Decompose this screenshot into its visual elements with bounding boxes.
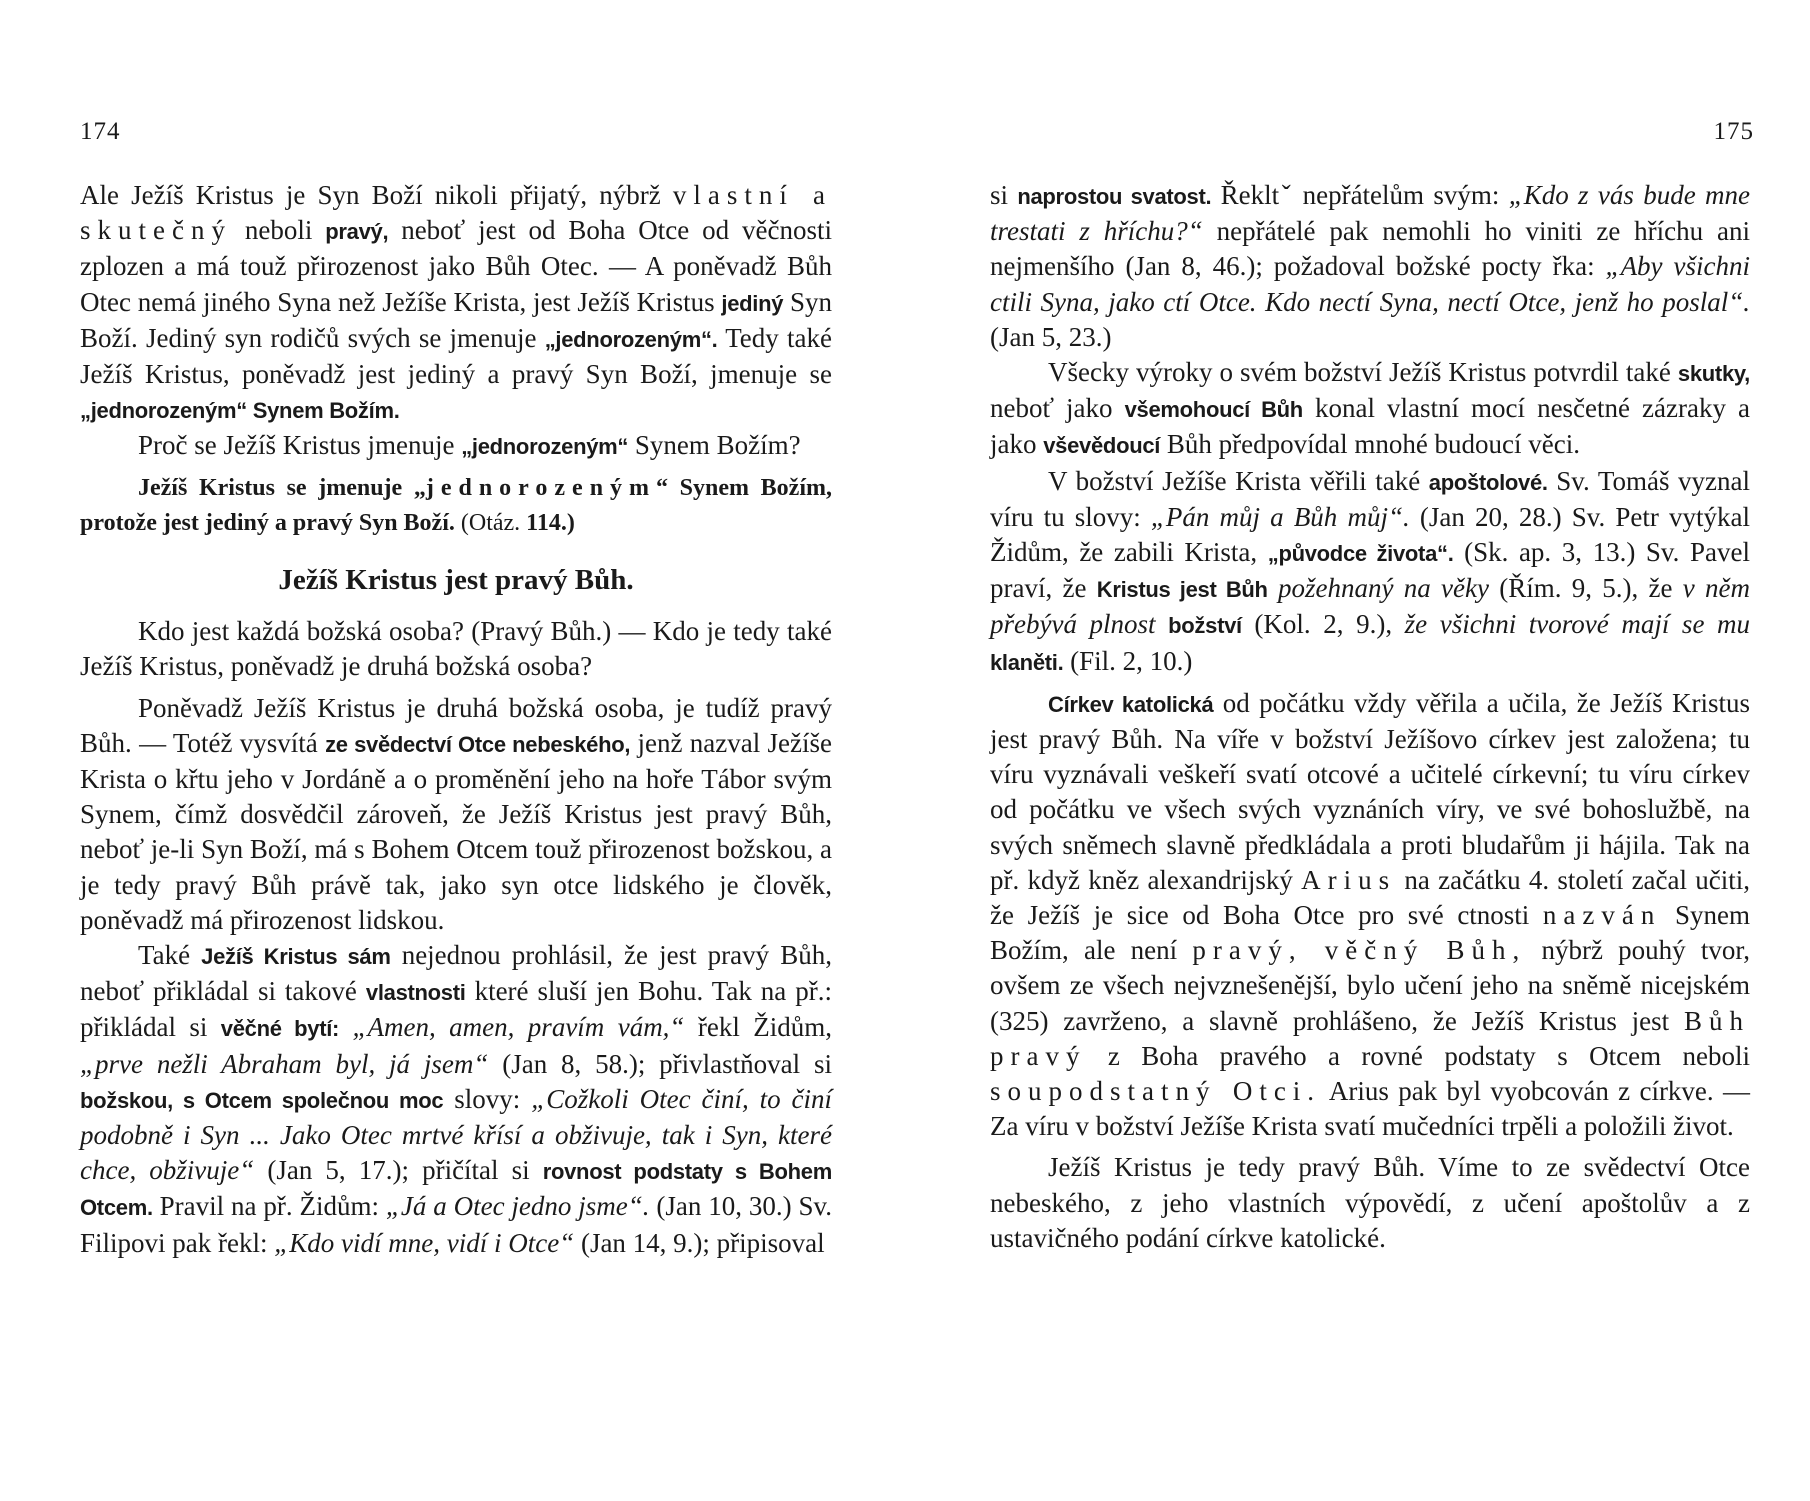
paragraph: Poněvadž Ježíš Kristus je druhá božská osoba, je tudíž pravý Bůh. — Totéž vysvítá ze svědectví Otce nebeského, jenž nazval Ježíše Krista o křtu jeho v Jordáně a o proměnění jeho na hoře Tábor svým Synem, čímž dosvědčil zároveň, že Ježíš Kristus jest pravý Bůh, neboť je-li Syn Boží, má s Bohem Otcem touž přirozenost božskou, a je tedy pravý Bůh právě tak, jako syn otce lidského je člověk, poněvadž má přirozenost lidskou.	[80, 692, 833, 935]
catechism-answer: Ježíš Kristus se jmenuje „jednorozeným“ Synem Božím, protože jest jediný a pravý Syn Boží. (Otáz. 114.)	[80, 474, 832, 536]
right-page	[905, 0, 1810, 1501]
paragraph: Kdo jest každá božská osoba? (Pravý Bůh.) — Kdo je tedy také Ježíš Kristus, poněvadž je druhá božská osoba?	[80, 616, 832, 682]
paragraph: V božství Ježíše Krista věřili také apoštolové. Sv. Tomáš vyznal víru tu slovy: „Pán můj a Bůh můj“. (Jan 20, 28.) Sv. Petr vytýkal Židům, že zabili Krista, „původce života“. (Sk. ap. 3, 13.) Sv. Pavel praví, že Kristus jest Bůh požehnaný na věky (Řím. 9, 5.), že v něm přebývá plnost božství (Kol. 2, 9.), že všichni tvorové mají se mu klaněti. (Fil. 2, 10.)	[990, 465, 1751, 676]
page-number-right: 175	[1713, 118, 1754, 145]
right-text-column	[990, 178, 1750, 1256]
paragraph: Ježíš Kristus je tedy pravý Bůh. Víme to ze svědectví Otce nebeského, z jeho vlastních výpovědí, z učení apoštolův a z ustavičného podání církve katolické.	[990, 1152, 1750, 1253]
catechism-question: Proč se Ježíš Kristus jmenuje „jednorozeným“ Synem Božím?	[138, 430, 801, 461]
paragraph: Všecky výroky o svém božství Ježíš Kristus potvrdil také skutky, neboť jako všemohoucí Bůh konal vlastní mocí nesčetné zázraky a jako vševědoucí Bůh předpovídal mnohé budoucí věci.	[990, 357, 1750, 460]
paragraph: Církev katolická od počátku vždy věřila a učila, že Ježíš Kristus jest pravý Bůh. Na víře v božství Ježíšovo církev jest založena; tu víru vyznávali veškeří svatí otcové a učitelé církevní; tu víru církev od počátku ve všech svých vyznáních víry, ve své bohoslužbě, na svých sněmech slavně předkládala a proti bludařům ji hájila. Tak na př. když kněz alexandrijský Arius na začátku 4. století začal učiti, že Ježíš je sice od Boha Otce pro své ctnosti nazván Synem Božím, ale není pravý, věčný Bůh, nýbrž pouhý tvor, ovšem ze všech nejvznešenější, bylo učení jeho na sněmě nicejském (325) zavrženo, a slavně prohlášeno, že Ježíš Kristus jest Bůh pravý z Boha pravého a rovné podstaty s Otcem neboli soupodstatný Otci. Arius pak byl vyobcován z církve. — Za víru v božství Ježíše Krista svatí mučedníci trpěli a položili život.	[990, 687, 1751, 1142]
section-heading: Ježíš Kristus jest pravý Bůh.	[278, 564, 634, 597]
page-number-left: 174	[80, 118, 121, 145]
paragraph: Také Ježíš Kristus sám nejednou prohlásil, že jest pravý Bůh, neboť přikládal si takové vlastnosti které sluší jen Bohu. Tak na př.: přikládal si věčné bytí: „Amen, amen, pravím vám,“ řekl Židům, „prve nežli Abraham byl, já jsem“ (Jan 8, 58.); přivlastňoval si božskou, s Otcem společnou moc slovy: „Cožkoli Otec činí, to činí podobně i Syn ... Jako Otec mrtvé křísí a obživuje, tak i Syn, které chce, obživuje“ (Jan 5, 17.); přičítal si rovnost podstaty s Bohem Otcem. Pravil na př. Židům: „Já a Otec jedno jsme“. (Jan 10, 30.) Sv. Filipovi pak řekl: „Kdo vidí mne, vidí i Otce“ (Jan 14, 9.); připisoval	[80, 940, 833, 1258]
left-text-column	[80, 178, 832, 1261]
paragraph: si naprostou svatost. Řekltˇ nepřátelům svým: „Kdo z vás bude mne trestati z hříchu?“ nepřátelé pak nemohli ho viniti ze hříchu ani nejmenšího (Jan 8, 46.); požadoval božské pocty řka: „Aby všichni ctili Syna, jako ctí Otce. Kdo nectí Syna, nectí Otce, jenž ho poslal“. (Jan 5, 23.)	[990, 180, 1750, 352]
paragraph: Ale Ježíš Kristus je Syn Boží nikoli přijatý, nýbrž vlastní a skutečný neboli pravý, neboť jest od Boha Otce od věčnosti zplozen a má touž přirozenost jako Bůh Otec. — A poněvadž Bůh Otec nemá jiného Syna než Ježíše Krista, jest Ježíš Kristus jediný Syn Boží. Jediný syn rodičů svých se jmenuje „jednorozeným“. Tedy také Ježíš Kristus, poněvadž jest jediný a pravý Syn Boží, jmenuje se „jednorozeným“ Synem Božím.	[80, 180, 832, 424]
